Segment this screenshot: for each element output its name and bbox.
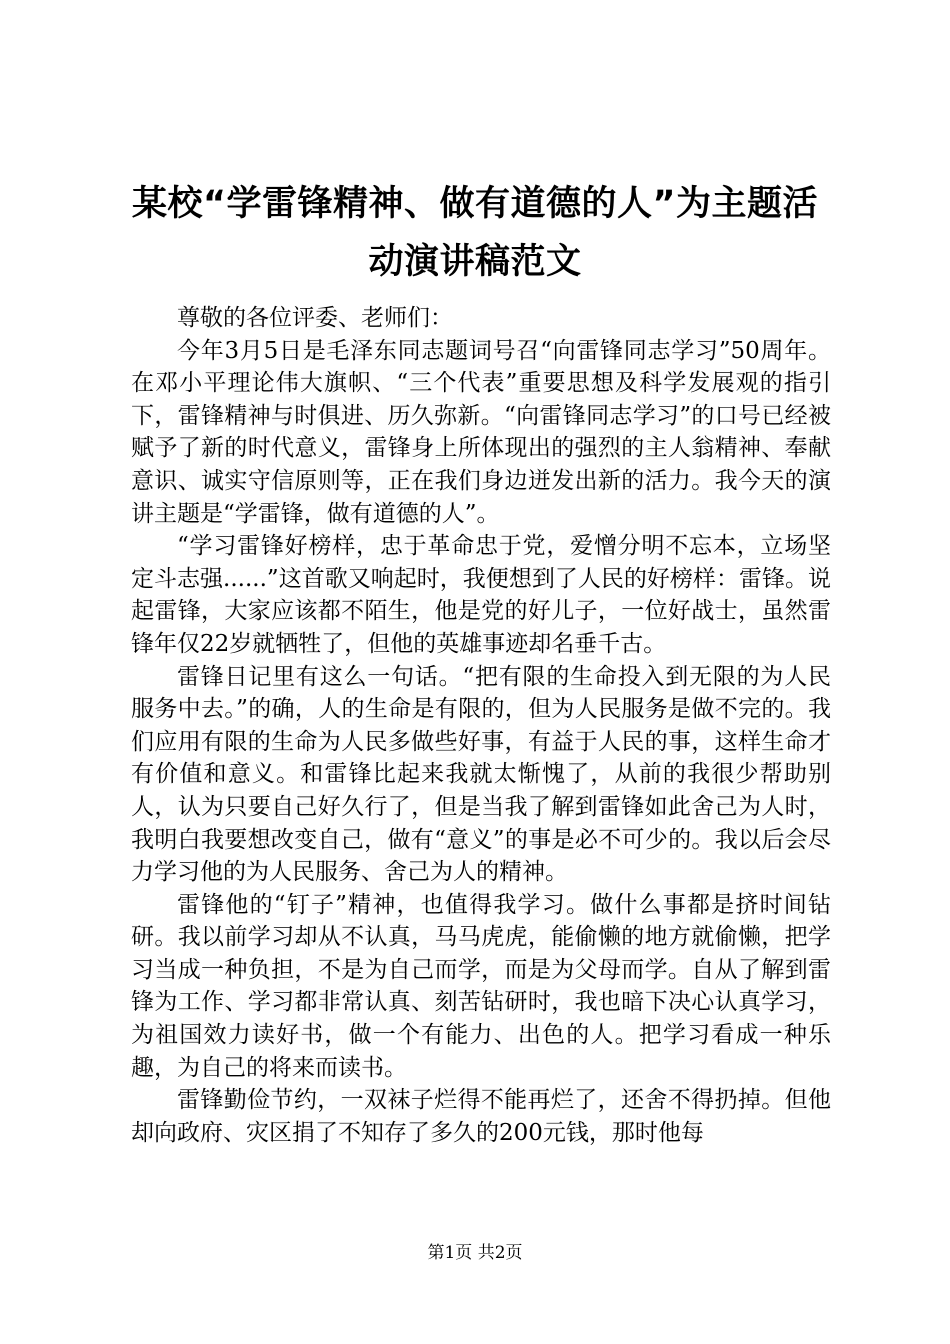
title-line-1: 某校“学雷锋精神、做有道德的人”为主题活 [131, 184, 818, 224]
paragraph: 雷锋日记里有这么一句话。“把有限的生命投入到无限的为人民服务中去。”的确，人的生命是有限的，但为人民服务是做不完的。我们应用有限的生命为人民多做些好事，有益于人民的事，这样生命才有价值和意义。和雷锋比起来我就太惭愧了，从前的我很少帮助别人，认为只要自己好久行了，但是当我了解到雷锋如此舍己为人时，我明白我要想改变自己，做有“意义”的事是必不可少的。我以后会尽力学习他的为人民服务、舍己为人的精神。 [131, 663, 831, 886]
paragraph: 雷锋他的“钉子”精神，也值得我学习。做什么事都是挤时间钻研。我以前学习却从不认真，马马虎虎，能偷懒的地方就偷懒，把学习当成一种负担，不是为自己而学，而是为父母而学。自从了解到雷锋为工作、学习都非常认真、刻苦钻研时，我也暗下决心认真学习，为祖国效力读好书，做一个有能力、出色的人。把学习看成一种乐趣，为自己的将来而读书。 [131, 891, 831, 1081]
page-footer: 第1页 共2页 [427, 1243, 523, 1263]
document-body [131, 302, 831, 1149]
paragraph-salutation: 尊敬的各位评委、老师们： [177, 305, 453, 331]
title-line-2: 动演讲稿范文 [368, 242, 582, 282]
paragraph: 今年3月5日是毛泽东同志题词号召“向雷锋同志学习”50周年。在邓小平理论伟大旗帜、“三个代表”重要思想及科学发展观的指引下，雷锋精神与时俱进、历久弥新。“向雷锋同志学习”的口号已经被赋予了新的时代意义，雷锋身上所体现出的强烈的主人翁精神、奉献意识、诚实守信原则等，正在我们身边迸发出新的活力。我今天的演讲主题是“学雷锋，做有道德的人”。 [131, 337, 831, 527]
paragraph: 雷锋勤俭节约，一双袜子烂得不能再烂了，还舍不得扔掉。但他却向政府、灾区捐了不知存了多久的200元钱，那时他每 [131, 1087, 831, 1146]
document-title [100, 184, 850, 282]
paragraph: “学习雷锋好榜样，忠于革命忠于党，爱憎分明不忘本，立场坚定斗志强......”这首歌又响起时，我便想到了人民的好榜样：雷锋。说起雷锋，大家应该都不陌生，他是党的好儿子，一位好战士，虽然雷锋年仅22岁就牺牲了，但他的英雄事迹却名垂千古。 [131, 533, 831, 657]
